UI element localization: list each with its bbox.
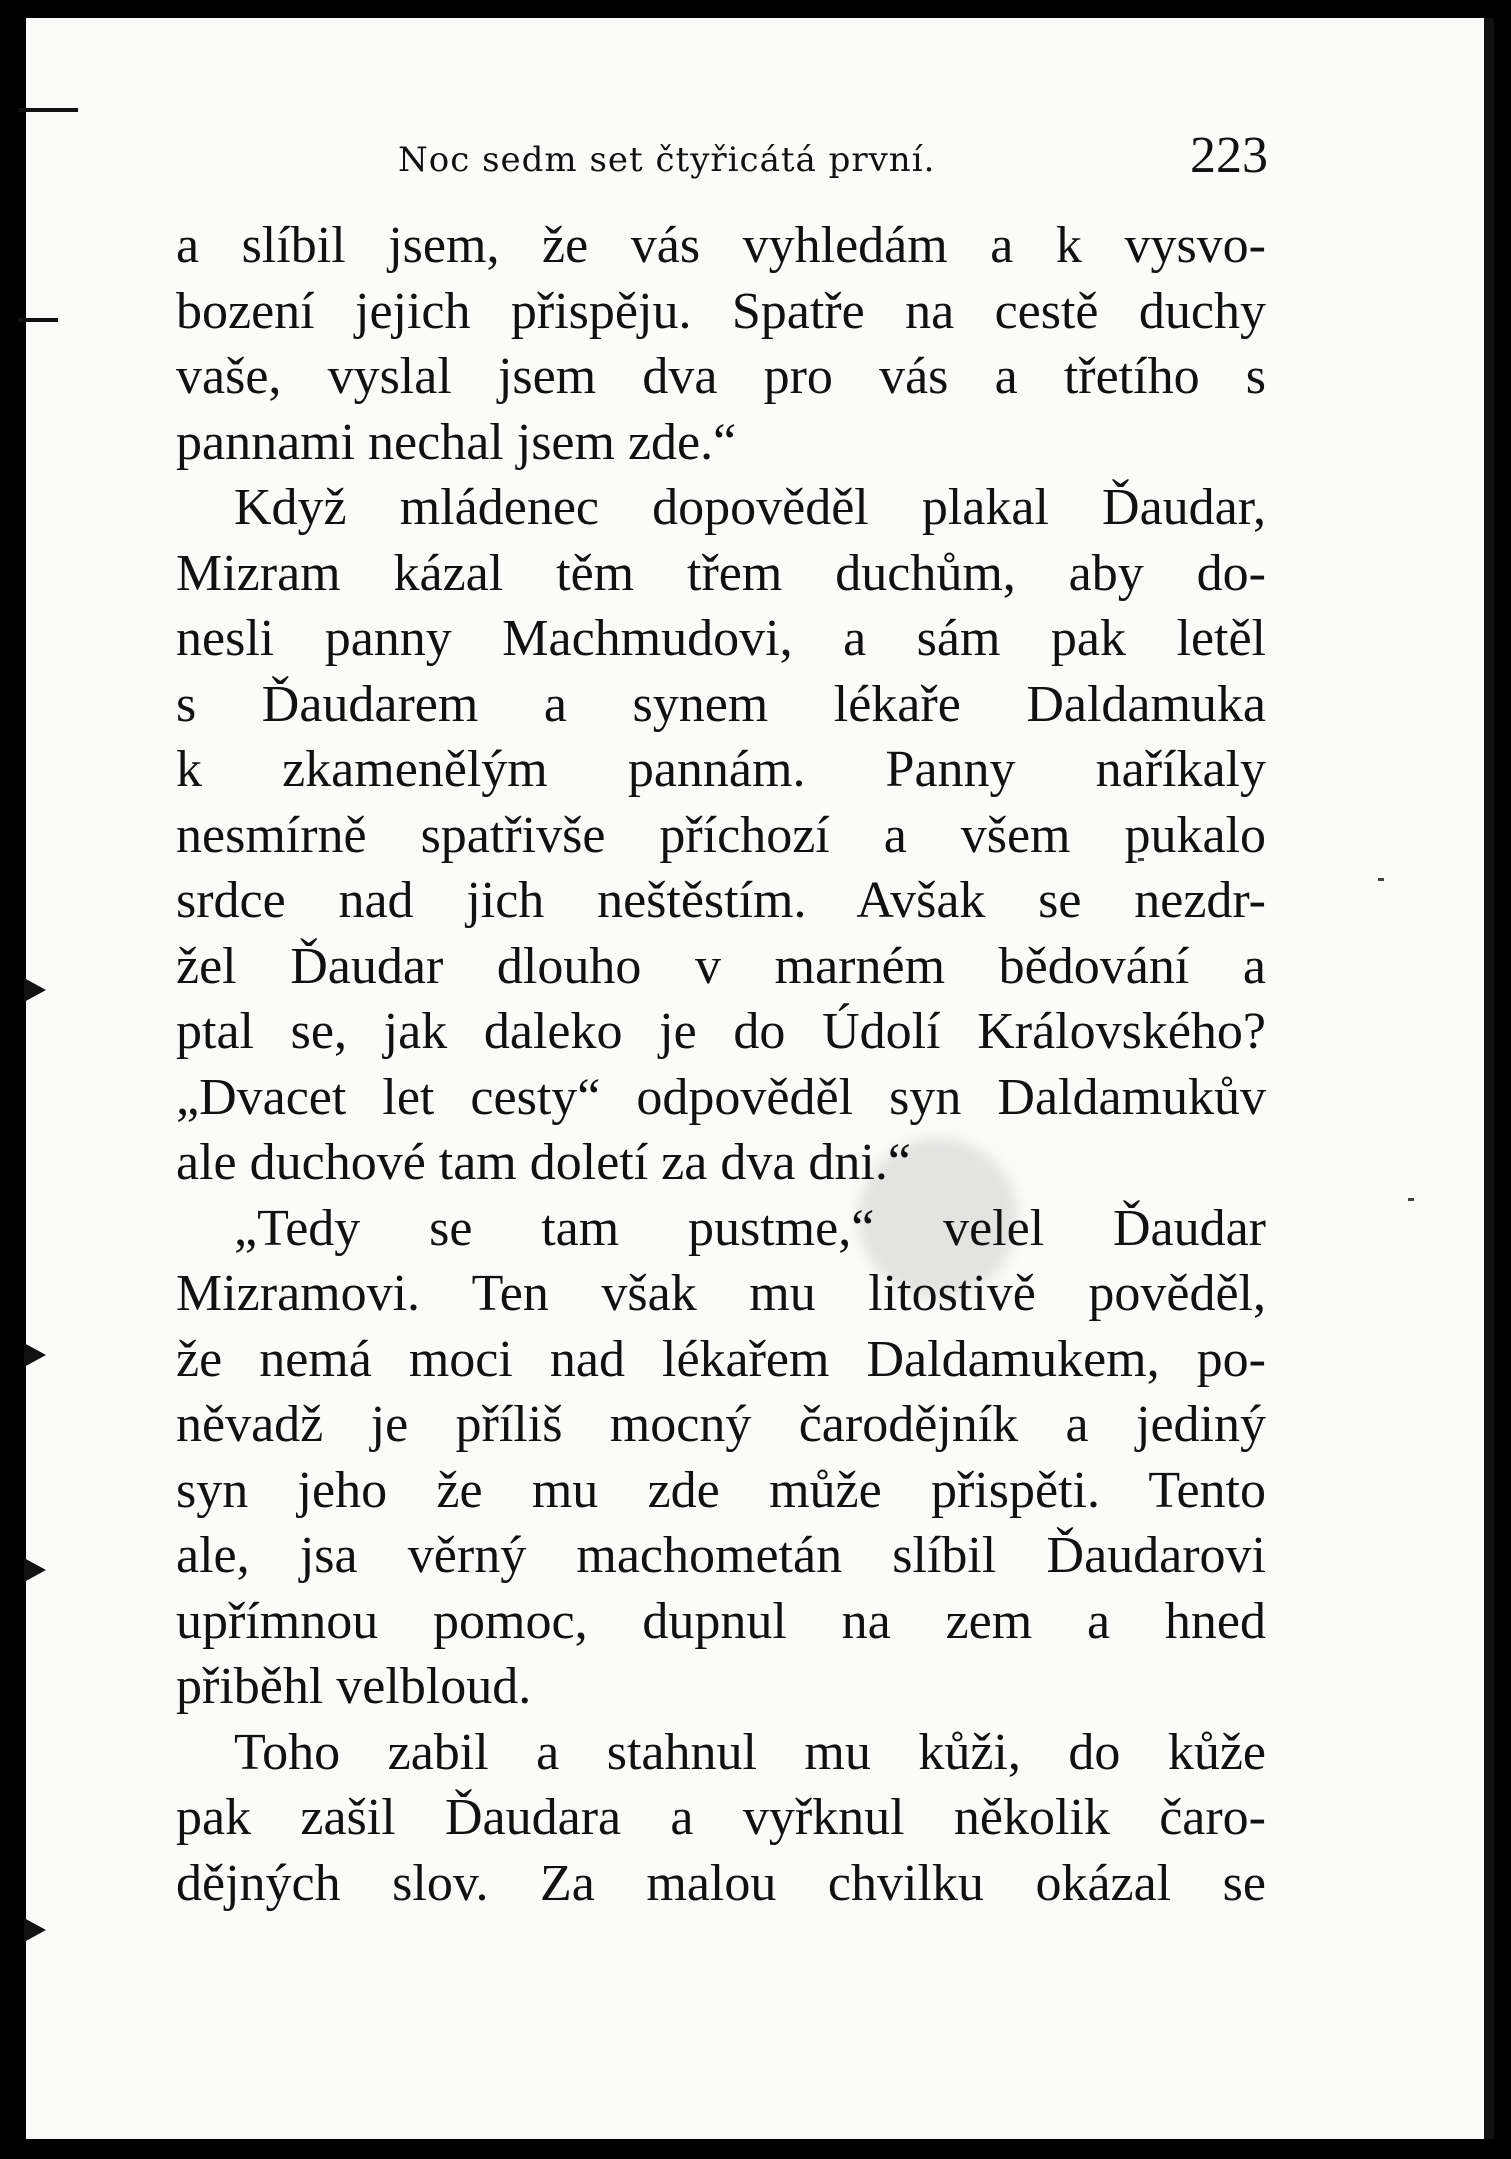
text-line: že nemá moci nad lékařem Daldamukem, po- <box>176 1330 1266 1388</box>
text-line: ale duchové tam doletí za dva dni.“ <box>176 1134 911 1191</box>
text-line: upřímnou pomoc, dupnul na zem a hned <box>176 1592 1266 1650</box>
book-page <box>18 18 1494 2139</box>
text-line: Mizramovi. Ten však mu litostivě pověděl, <box>176 1265 1266 1322</box>
text-line: přiběhl velbloud. <box>176 1658 532 1715</box>
text-line: k zkamenělým pannám. Panny naříkaly <box>176 741 1266 798</box>
edge-mark <box>18 108 78 112</box>
text-line: vaše, vyslal jsem dva pro vás a třetího s <box>176 348 1266 405</box>
text-line: žel Ďaudar dlouho v marném bědování a <box>176 937 1266 995</box>
text-line: pak zašil Ďaudara a vyřknul několik čaro- <box>176 1789 1266 1846</box>
text-line: pannami nechal jsem zde.“ <box>176 413 737 471</box>
page-header <box>398 126 1268 196</box>
page-number: 223 <box>1190 127 1268 184</box>
body-text <box>176 213 1266 1916</box>
text-line: Mizram kázal těm třem duchům, aby do- <box>176 544 1266 602</box>
text-line: bození jejich přispěju. Spatře na cestě duchy <box>176 282 1266 340</box>
edge-mark <box>18 318 58 322</box>
edge-mark <box>24 1918 46 1942</box>
text-line: Když mládenec dopověděl plakal Ďaudar, <box>234 479 1266 536</box>
text-line: a slíbil jsem, že vás vyhledám a k vysvo- <box>176 217 1266 274</box>
text-line: nesmírně spatřivše příchozí a všem pukalo <box>176 806 1266 864</box>
running-head: Noc sedm set čtyřicátá první. <box>398 140 936 180</box>
edge-mark <box>24 1558 46 1582</box>
scan-speck <box>1408 1198 1414 1201</box>
text-line: ale, jsa věrný machometán slíbil Ďaudarovi <box>176 1527 1266 1584</box>
binding-edge <box>18 18 26 2139</box>
text-line: nesli panny Machmudovi, a sám pak letěl <box>176 610 1266 667</box>
text-line: „Dvacet let cesty“ odpověděl syn Daldamukův <box>176 1068 1266 1126</box>
edge-mark <box>24 978 46 1002</box>
text-line: něvadž je příliš mocný čarodějník a jediný <box>176 1396 1266 1453</box>
page-right-edge <box>1484 18 1494 2139</box>
text-line: srdce nad jich neštěstím. Avšak se nezdr- <box>176 872 1266 929</box>
text-line: „Tedy se tam pustme,“ velel Ďaudar <box>234 1199 1266 1257</box>
scan-speck <box>1378 878 1384 881</box>
text-line: s Ďaudarem a synem lékaře Daldamuka <box>176 675 1266 733</box>
text-line: syn jeho že mu zde může přispěti. Tento <box>176 1461 1266 1519</box>
edge-mark <box>24 1343 46 1367</box>
text-line: ptal se, jak daleko je do Údolí Královského? <box>176 1003 1266 1060</box>
text-line: Toho zabil a stahnul mu kůži, do kůže <box>234 1723 1266 1781</box>
text-line: dějných slov. Za malou chvilku okázal se <box>176 1854 1266 1912</box>
